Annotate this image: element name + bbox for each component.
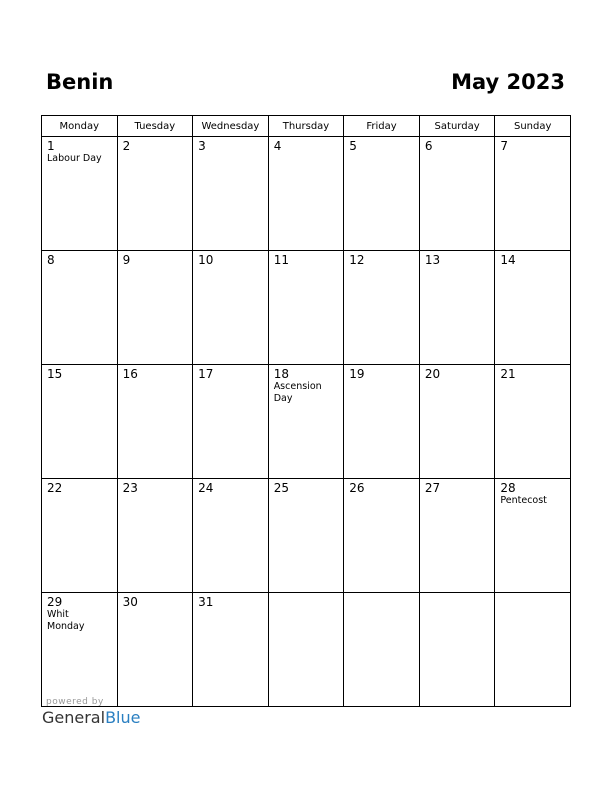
day-number: 11 [273, 253, 289, 267]
day-number: 18 [273, 367, 289, 381]
day-number: 24 [198, 481, 214, 495]
day-number: 9 [122, 253, 131, 267]
day-number: 3 [198, 139, 206, 153]
day-cell [42, 365, 118, 479]
day-cell [117, 593, 193, 707]
day-cell [344, 251, 420, 365]
day-cell [419, 137, 495, 251]
country-title: Benin [46, 70, 114, 94]
day-number: 28 [500, 481, 516, 495]
generalblue-logo [42, 708, 140, 727]
day-number: 29 [47, 595, 63, 609]
day-number: 16 [122, 367, 138, 381]
day-cell [193, 479, 269, 593]
week-row [42, 479, 571, 593]
day-number: 15 [47, 367, 63, 381]
day-cell [268, 593, 344, 707]
day-cell [495, 137, 571, 251]
calendar-grid [41, 115, 571, 707]
week-row [42, 593, 571, 707]
day-number: 25 [273, 481, 289, 495]
day-number: 10 [198, 253, 214, 267]
day-number: 20 [424, 367, 441, 381]
day-cell [193, 593, 269, 707]
day-number: 13 [424, 253, 441, 267]
day-number: 6 [424, 139, 433, 153]
weekday-header: Sunday [495, 116, 571, 137]
day-cell [268, 137, 344, 251]
day-number: 8 [47, 253, 55, 267]
day-cell [268, 365, 344, 479]
day-cell [495, 251, 571, 365]
day-number: 2 [122, 139, 131, 153]
day-number: 19 [349, 367, 365, 381]
week-row [42, 137, 571, 251]
weekday-header: Saturday [419, 116, 495, 137]
day-cell [42, 137, 118, 251]
day-number: 4 [273, 139, 282, 153]
day-cell [193, 365, 269, 479]
day-number: 21 [500, 367, 516, 381]
day-cell [42, 479, 118, 593]
day-cell [193, 137, 269, 251]
day-number: 14 [500, 253, 516, 267]
day-cell [495, 593, 571, 707]
holiday-label: Whit Monday [47, 609, 85, 632]
day-cell [117, 137, 193, 251]
day-number: 26 [349, 481, 365, 495]
day-number: 23 [122, 481, 138, 495]
day-number: 1 [47, 139, 55, 153]
weekday-header: Tuesday [117, 116, 193, 137]
day-number: 22 [47, 481, 63, 495]
day-cell [344, 593, 420, 707]
weekday-header: Wednesday [193, 116, 269, 137]
day-cell [419, 251, 495, 365]
week-row [42, 251, 571, 365]
holiday-label: Labour Day [47, 153, 102, 164]
day-cell [42, 251, 118, 365]
day-cell [495, 365, 571, 479]
day-cell [344, 137, 420, 251]
month-year-title: May 2023 [451, 70, 565, 94]
day-cell [117, 479, 193, 593]
day-cell [344, 365, 420, 479]
holiday-label: Pentecost [500, 495, 547, 506]
day-cell [268, 251, 344, 365]
powered-by-text: powered by [46, 697, 104, 707]
brand-part-blue: Blue [105, 708, 141, 727]
day-cell [268, 479, 344, 593]
brand-part-general: General [42, 708, 106, 727]
weekday-header: Friday [344, 116, 420, 137]
day-cell [344, 479, 420, 593]
weekday-header-row [42, 116, 571, 137]
day-number: 7 [500, 139, 509, 153]
weekday-header: Thursday [268, 116, 344, 137]
week-row [42, 365, 571, 479]
day-number: 12 [349, 253, 365, 267]
day-cell [419, 479, 495, 593]
day-number: 27 [424, 481, 441, 495]
day-cell [193, 251, 269, 365]
day-number: 17 [198, 367, 214, 381]
holiday-label: Ascension Day [273, 381, 322, 404]
day-number: 31 [198, 595, 214, 609]
weekday-header: Monday [42, 116, 118, 137]
day-cell [495, 479, 571, 593]
day-number: 5 [349, 139, 357, 153]
day-cell [419, 365, 495, 479]
day-number: 30 [122, 595, 138, 609]
day-cell [42, 593, 118, 707]
day-cell [117, 365, 193, 479]
day-cell [117, 251, 193, 365]
day-cell [419, 593, 495, 707]
